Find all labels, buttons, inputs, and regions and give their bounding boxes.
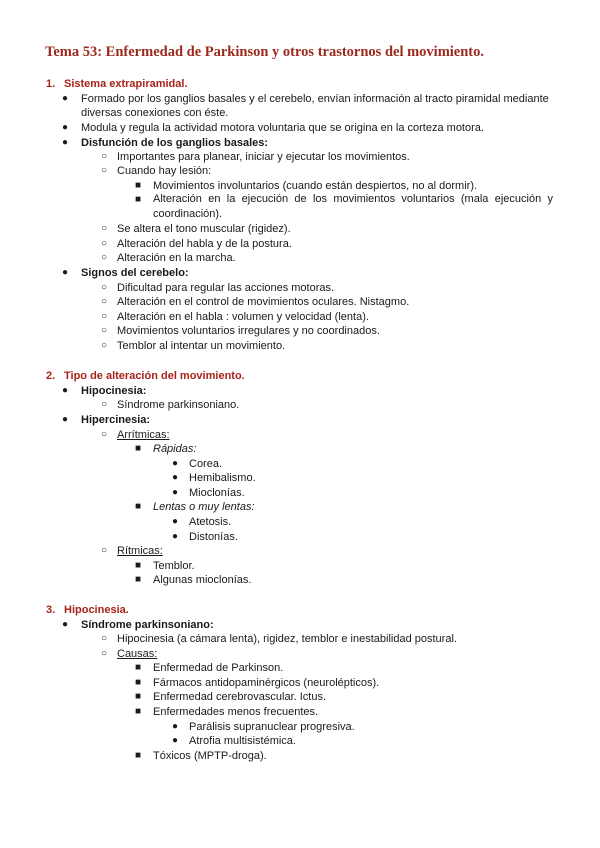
s1-point-2: Modula y regula la actividad motora voluntaria que se origina en la corteza motora. — [81, 122, 484, 134]
bullet-disc: ● — [172, 735, 179, 746]
cerebellum-item: Dificultad para regular las acciones motoras. — [117, 282, 335, 294]
fast-item: Hemibalismo. — [189, 472, 256, 484]
lesion-item: Movimientos involuntarios (cuando están despiertos, no al dormir). — [153, 180, 478, 192]
bullet-circle: ○ — [101, 238, 108, 249]
basal-ganglia-item: Importantes para planear, iniciar y ejecutar los movimientos. — [117, 151, 410, 163]
bullet-circle: ○ — [101, 252, 108, 263]
bullet-disc: ● — [62, 93, 69, 104]
basal-ganglia-item: Alteración en la marcha. — [117, 252, 236, 264]
bullet-square: ■ — [135, 194, 142, 205]
bullet-square: ■ — [135, 662, 142, 673]
bullet-disc: ● — [62, 122, 69, 133]
bullet-circle: ○ — [101, 151, 108, 162]
bullet-square: ■ — [135, 443, 142, 454]
bullet-circle: ○ — [101, 165, 108, 176]
rare-cause-item: Parálisis supranuclear progresiva. — [189, 721, 355, 733]
bullet-square: ■ — [135, 677, 142, 688]
section-3-number: 3. — [46, 604, 56, 616]
arrhythmic-label: Arrítmicas: — [117, 429, 170, 441]
syndrome-item: Hipocinesia (a cámara lenta), rigidez, temblor e inestabilidad postural. — [117, 633, 457, 645]
section-2-number: 2. — [46, 370, 56, 382]
page-title: Tema 53: Enfermedad de Parkinson y otros trastornos del movimiento. — [45, 44, 485, 60]
causes-label: Causas: — [117, 648, 158, 660]
s1-point-1-cont: diversas conexiones con éste. — [81, 107, 229, 119]
rhythmic-label: Rítmicas: — [117, 545, 163, 557]
lesion-item: Alteración en la ejecución de los movimientos voluntarios (mala ejecución y coordinación). — [153, 193, 553, 220]
cause-item: Tóxicos (MPTP-droga). — [153, 750, 267, 762]
rhythmic-item: Algunas mioclonías. — [153, 574, 252, 586]
bullet-disc: ● — [172, 458, 179, 469]
bullet-circle: ○ — [101, 311, 108, 322]
bullet-disc: ● — [172, 516, 179, 527]
bullet-disc: ● — [172, 531, 179, 542]
cause-item: Enfermedad de Parkinson. — [153, 662, 284, 674]
bullet-square: ■ — [135, 706, 142, 717]
cerebellum-item: Movimientos voluntarios irregulares y no coordinados. — [117, 325, 380, 337]
hypokinesia-label: Hipocinesia: — [81, 385, 147, 397]
s1-point-1: Formado por los ganglios basales y el cerebelo, envían información al tracto piramidal mediante — [81, 93, 549, 105]
bullet-circle: ○ — [101, 223, 108, 234]
bullet-circle: ○ — [101, 429, 108, 440]
cerebellum-item: Alteración en el control de movimientos oculares. Nistagmo. — [117, 296, 410, 308]
section-1-heading: Sistema extrapiramidal. — [64, 78, 188, 90]
cause-item: Enfermedad cerebrovascular. Ictus. — [153, 691, 327, 703]
slow-label: Lentas o muy lentas: — [153, 501, 255, 513]
bullet-circle: ○ — [101, 296, 108, 307]
basal-ganglia-item: Alteración del habla y de la postura. — [117, 238, 292, 250]
cerebellum-heading: Signos del cerebelo: — [81, 267, 189, 279]
bullet-circle: ○ — [101, 340, 108, 351]
section-1-number: 1. — [46, 78, 56, 90]
bullet-disc: ● — [62, 385, 69, 396]
section-3-heading: Hipocinesia. — [64, 604, 129, 616]
basal-ganglia-item: Cuando hay lesión: — [117, 165, 212, 177]
bullet-disc: ● — [62, 619, 69, 630]
slow-item: Distonías. — [189, 531, 238, 543]
rare-cause-item: Atrofia multisistémica. — [189, 735, 296, 747]
cause-item: Fármacos antidopaminérgicos (neurolépticos). — [153, 677, 380, 689]
bullet-square: ■ — [135, 574, 142, 585]
bullet-circle: ○ — [101, 633, 108, 644]
slow-item: Atetosis. — [189, 516, 232, 528]
cause-item: Enfermedades menos frecuentes. — [153, 706, 319, 718]
bullet-circle: ○ — [101, 282, 108, 293]
bullet-circle: ○ — [101, 399, 108, 410]
bullet-disc: ● — [62, 267, 69, 278]
cerebellum-item: Temblor al intentar un movimiento. — [117, 340, 286, 352]
fast-item: Mioclonías. — [189, 487, 245, 499]
parkinsonian-syndrome-heading: Síndrome parkinsoniano: — [81, 619, 214, 631]
bullet-circle: ○ — [101, 545, 108, 556]
basal-ganglia-heading: Disfunción de los ganglios basales: — [81, 137, 269, 149]
fast-item: Corea. — [189, 458, 223, 470]
hyperkinesia-label: Hipercinesia: — [81, 414, 151, 426]
basal-ganglia-item: Se altera el tono muscular (rigidez). — [117, 223, 291, 235]
bullet-square: ■ — [135, 691, 142, 702]
bullet-disc: ● — [62, 414, 69, 425]
bullet-circle: ○ — [101, 648, 108, 659]
bullet-square: ■ — [135, 560, 142, 571]
bullet-square: ■ — [135, 180, 142, 191]
hypokinesia-item: Síndrome parkinsoniano. — [117, 399, 240, 411]
section-2-heading: Tipo de alteración del movimiento. — [64, 370, 245, 382]
bullet-disc: ● — [62, 137, 69, 148]
bullet-disc: ● — [172, 472, 179, 483]
bullet-circle: ○ — [101, 325, 108, 336]
bullet-disc: ● — [172, 721, 179, 732]
bullet-square: ■ — [135, 501, 142, 512]
cerebellum-item: Alteración en el habla : volumen y velocidad (lenta). — [117, 311, 369, 323]
fast-label: Rápidas: — [153, 443, 197, 455]
bullet-disc: ● — [172, 487, 179, 498]
bullet-square: ■ — [135, 750, 142, 761]
rhythmic-item: Temblor. — [153, 560, 195, 572]
